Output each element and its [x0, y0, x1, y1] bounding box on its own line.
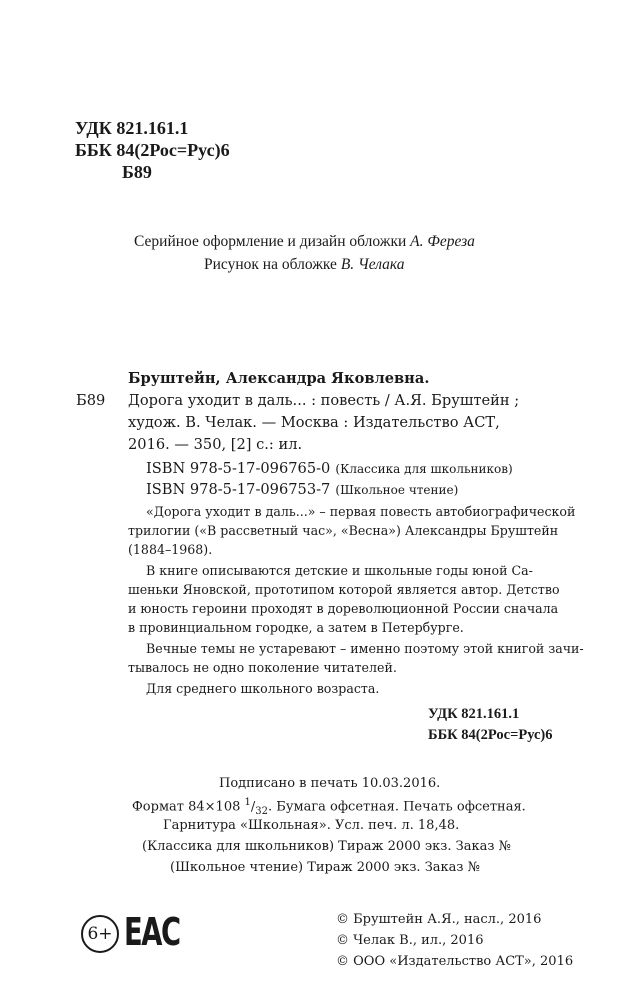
imprint-format-suffix: . Бумага офсетная. Печать офсетная. — [268, 799, 526, 815]
annotation-p2-line1: В книге описываются детские и школьные годы юной Са- — [146, 563, 533, 578]
annotation-p1-line1: «Дорога уходит в даль...» – первая повесть автобиографической — [146, 504, 576, 519]
cover-credit-text: Рисунок на обложке — [204, 256, 337, 273]
annotation-p4-line1: Для среднего школьного возраста. — [146, 681, 380, 696]
imprint-format-prefix: Формат 84×108 — [132, 799, 241, 815]
record-line-2: худож. В. Челак. — Москва : Издательство АСТ, — [128, 414, 500, 431]
imprint-format-numerator: 1 — [244, 797, 251, 808]
copyright-2: © Челак В., ил., 2016 — [336, 933, 484, 948]
design-credit — [134, 233, 475, 251]
age-rating-badge — [81, 915, 119, 953]
design-credit-name: А. Фереза — [410, 233, 475, 250]
author-mark: Б89 — [122, 162, 152, 182]
annotation-p3-line1: Вечные темы не устаревают – именно поэтому этой книгой зачи- — [146, 641, 584, 656]
annotation-p2-line4: в провинциальном городке, а затем в Петербурге. — [128, 620, 464, 635]
isbn-2-number: ISBN 978-5-17-096753-7 — [146, 481, 331, 498]
isbn-1-series: (Классика для школьников) — [335, 462, 513, 476]
imprint-format: Формат 84×108 $^1/_{32}$. Бумага офсетная. Печать офсетная. — [132, 797, 526, 817]
isbn-2-series: (Школьное чтение) — [335, 483, 459, 497]
cover-credit — [204, 256, 405, 274]
record-author: Бруштейн, Александра Яковлевна. — [128, 370, 430, 387]
record-line-1: Дорога уходит в даль... : повесть / А.Я. Бруштейн ; — [128, 392, 520, 409]
annotation-p3-line2: тывалось не одно поколение читателей. — [128, 660, 397, 675]
annotation-p1-line2: трилогии («В рассветный час», «Весна») Александры Бруштейн — [128, 523, 559, 538]
bbk-code: ББК 84(2Рос=Рус)6 — [75, 140, 230, 160]
cover-credit-name: В. Челака — [340, 256, 405, 273]
age-rating-text: 6+ — [87, 924, 113, 944]
record-line-3: 2016. — 350, [2] с.: ил. — [128, 436, 303, 453]
imprint-signed: Подписано в печать 10.03.2016. — [219, 776, 441, 791]
annotation-p2-line3: и юность героини проходят в дореволюционной России сначала — [128, 601, 559, 616]
footer-udk: УДК 821.161.1 — [428, 706, 520, 722]
record-mark: Б89 — [76, 392, 106, 409]
design-credit-text: Серийное оформление и дизайн обложки — [134, 233, 407, 250]
copyright-1: © Бруштейн А.Я., насл., 2016 — [336, 912, 542, 927]
isbn-2 — [146, 479, 458, 498]
imprint-run-2: (Школьное чтение) Тираж 2000 экз. Заказ № — [170, 860, 480, 875]
eac-mark: EAC — [124, 910, 180, 954]
footer-bbk: ББК 84(2Рос=Рус)6 — [428, 727, 553, 743]
udk-code: УДК 821.161.1 — [75, 118, 189, 138]
isbn-1 — [146, 458, 513, 477]
imprint-format-denominator: 32 — [255, 805, 269, 817]
imprint-typeface: Гарнитура «Школьная». Усл. печ. л. 18,48. — [163, 818, 460, 833]
copyright-3: © ООО «Издательство АСТ», 2016 — [336, 954, 574, 969]
imprint-run-1: (Классика для школьников) Тираж 2000 экз. Заказ № — [142, 839, 511, 854]
annotation-p2-line2: шеньки Яновской, прототипом которой является автор. Детство — [128, 582, 560, 597]
annotation-p1-line3: (1884–1968). — [128, 542, 213, 557]
isbn-1-number: ISBN 978-5-17-096765-0 — [146, 460, 331, 477]
